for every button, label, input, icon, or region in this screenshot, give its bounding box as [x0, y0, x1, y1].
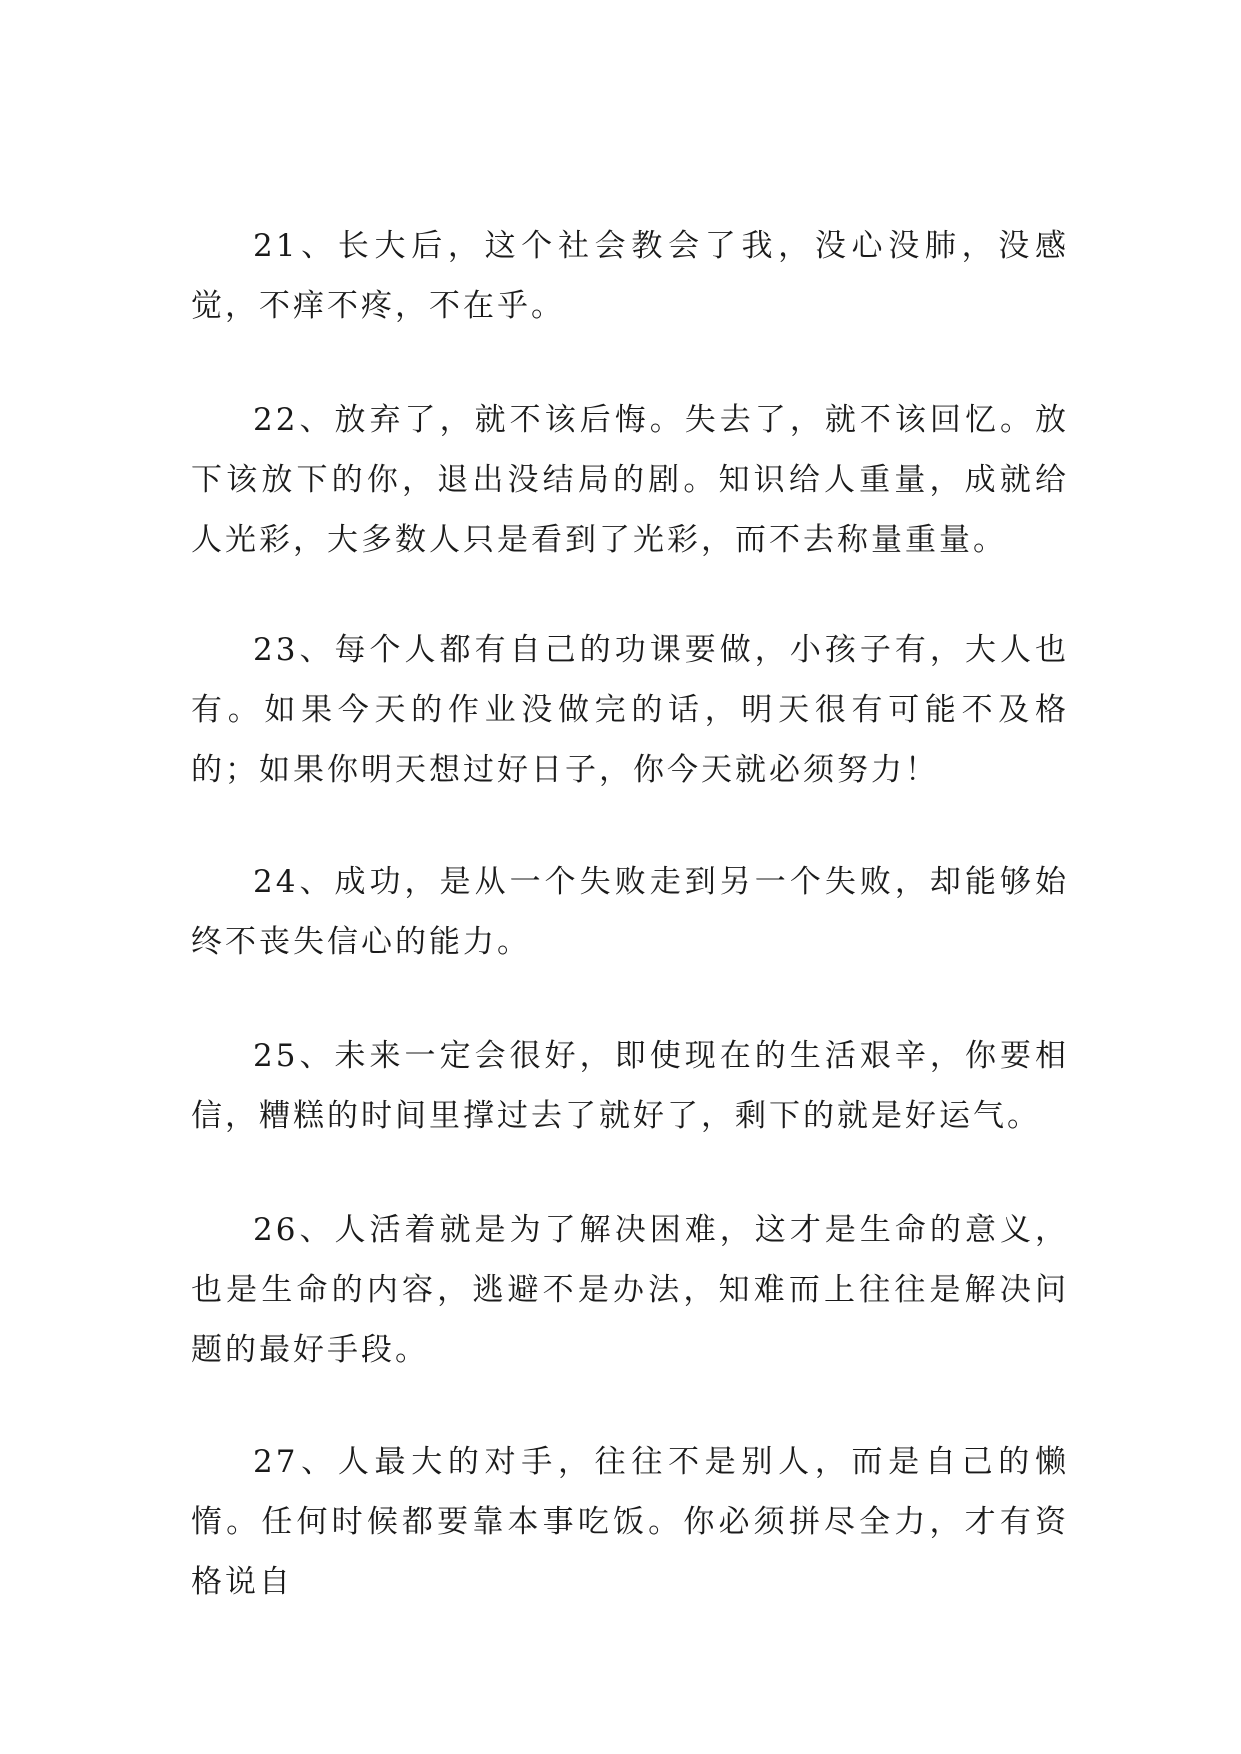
quote-paragraph-24: 24、成功，是从一个失败走到另一个失败，却能够始终不丧失信心的能力。: [191, 864, 1069, 960]
quote-paragraph-25: 25、未来一定会很好，即使现在的生活艰辛，你要相信，糟糕的时间里撑过去了就好了，剩下的就是好运气。: [191, 1038, 1069, 1134]
quote-paragraph-21: 21、长大后，这个社会教会了我，没心没肺，没感觉，不痒不疼，不在乎。: [191, 228, 1069, 324]
quote-paragraph-26: 26、人活着就是为了解决困难，这才是生命的意义，也是生命的内容，逃避不是办法，知难而上往往是解决问题的最好手段。: [191, 1212, 1069, 1368]
quote-paragraph-23: 23、每个人都有自己的功课要做，小孩子有，大人也有。如果今天的作业没做完的话，明天很有可能不及格的；如果你明天想过好日子，你今天就必须努力！: [191, 632, 1069, 788]
quote-paragraph-27: 27、人最大的对手，往往不是别人，而是自己的懒惰。任何时候都要靠本事吃饭。你必须拼尽全力，才有资格说自: [191, 1444, 1069, 1600]
quote-paragraph-22: 22、放弃了，就不该后悔。失去了，就不该回忆。放下该放下的你，退出没结局的剧。知识给人重量，成就给人光彩，大多数人只是看到了光彩，而不去称量重量。: [191, 402, 1069, 558]
